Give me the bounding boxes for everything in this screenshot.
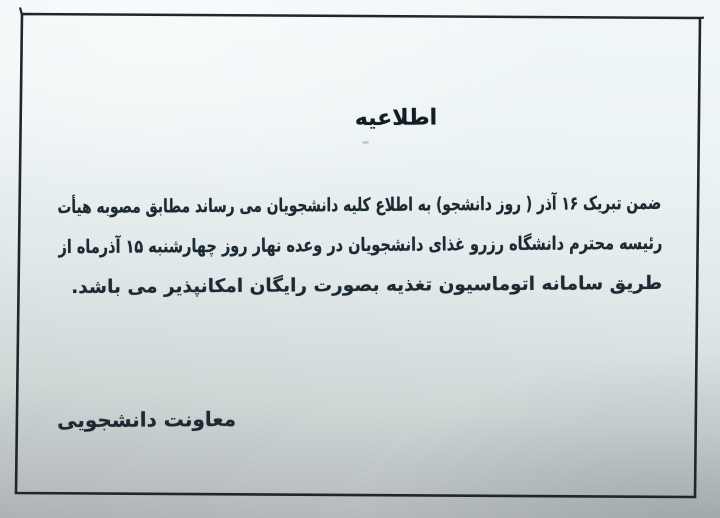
notice-body-line-text: رئیسه محترم دانشگاه رزرو غذای دانشجویان در وعده نهار روز چهارشنبه ۱۵ آذرماه از: [58, 232, 662, 259]
notice-body-line: [58, 264, 662, 308]
signature-student-affairs: معاونت دانشجویی: [57, 406, 237, 433]
notice-body: [57, 184, 662, 308]
ink-speck: [362, 141, 369, 144]
notice-title: اطلاعیه: [354, 105, 438, 132]
notice-body-line-text: طریق سامانه اتوماسیون تغذیه بصورت رایگان امکانپذیر می باشد.: [71, 272, 663, 299]
notice-body-line: [57, 184, 661, 228]
notice-body-line-text: ضمن تبریک ۱۶ آذر ( روز دانشجو) به اطلاع کلیه دانشجویان می رساند مطابق مصوبه هیأت: [57, 192, 662, 219]
notice-body-line: [58, 224, 662, 268]
